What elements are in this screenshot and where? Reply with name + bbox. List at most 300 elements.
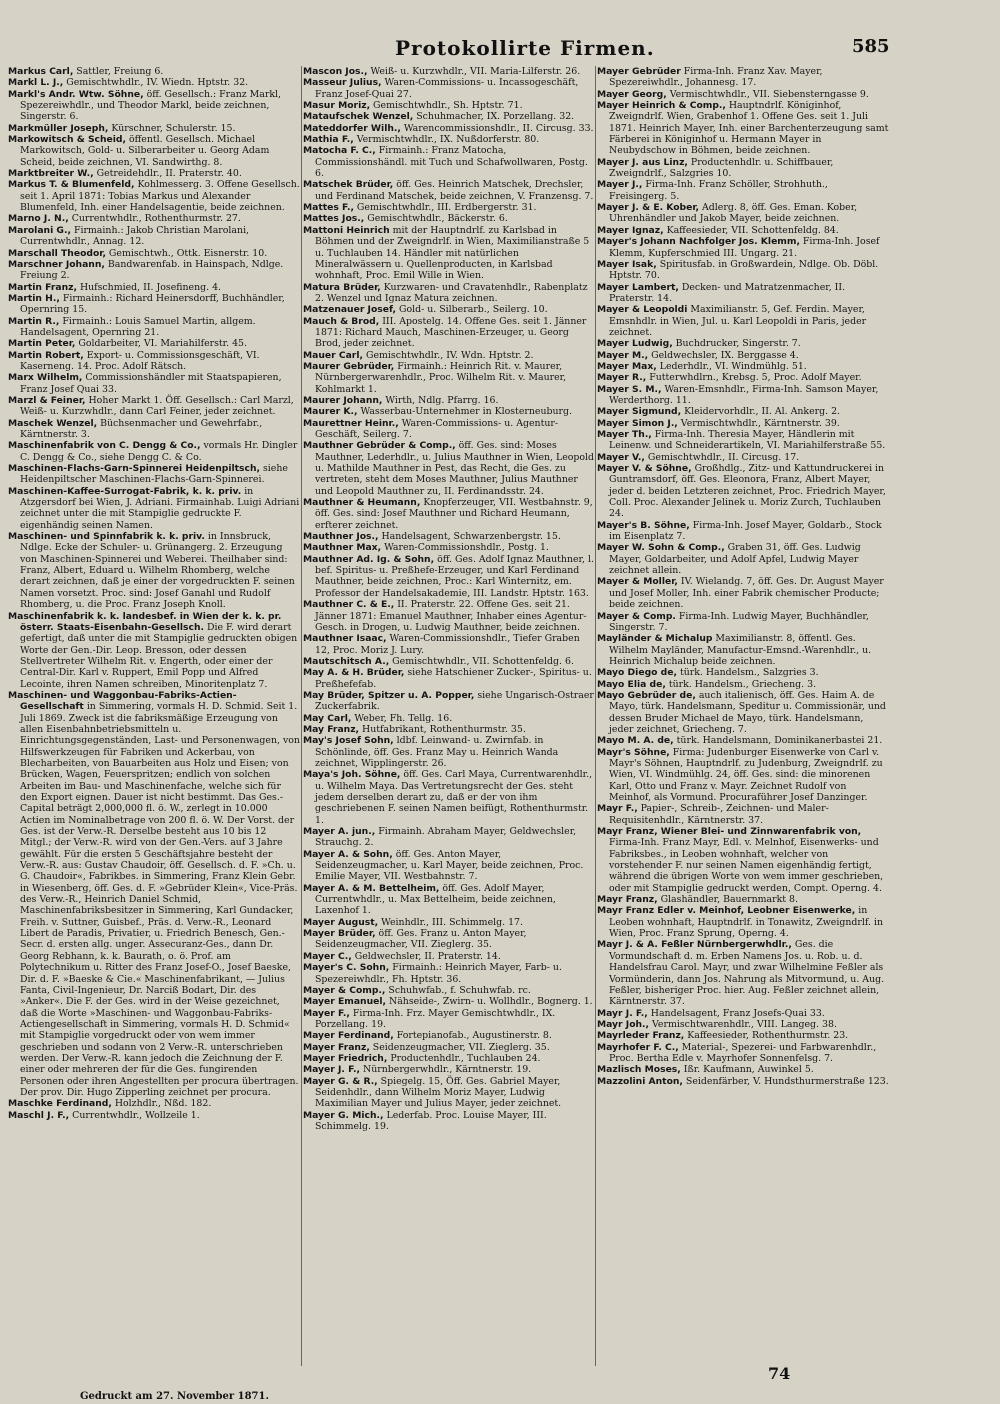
- firm-entry: [597, 225, 889, 236]
- firm-details: III. Apostelg. 14. Offene Ges. seit 1. Jänner 1871: Richard Mauch, Maschinen-Erzeuger, u. Georg Brod, jeder zeichnet.: [315, 315, 587, 350]
- firm-entry: [303, 928, 595, 951]
- firm-name: Mayer & Comp.: [597, 610, 676, 622]
- firm-name: Mataufschek Wenzel,: [303, 111, 414, 123]
- firm-name: Maschek Wenzel,: [8, 417, 98, 429]
- firm-details: IV. Wielandg. 7, öff. Ges. Dr. August Mayer und Josef Moller, Inh. einer Fabrik chemischer Producte; beide zeichnen.: [609, 576, 884, 611]
- firm-entry: [597, 679, 889, 690]
- firm-entry: [597, 542, 889, 576]
- firm-details: Commissionshändler mit Staatspapieren, Franz Josef Quai 33.: [20, 372, 282, 395]
- firm-entry: [597, 1030, 889, 1041]
- firm-details: Weinhdlr., III. Schimmelg. 17.: [381, 916, 523, 928]
- firm-details: Großhdlg., Zitz- und Kattundruckerei in Guntramsdorf, öff. Ges. Eleonora, Franz, Albert Mayer, jeder d. beiden Letzteren zeichnet, Proc. Friedrich Mayer, Coll. Proc. Alexander Jelinek u. Moriz Zurch, Tuchlauben 24.: [609, 463, 886, 520]
- firm-name: Mayer Simon J.,: [597, 417, 678, 429]
- firm-details: Gemischtwhdlr., IV. Wdn. Hptstr. 2.: [365, 349, 534, 361]
- firm-entry: [8, 418, 300, 441]
- firm-name: Mauthner Jos.,: [303, 531, 379, 543]
- firm-name: Mayer Ludwig,: [597, 338, 673, 350]
- firm-entry: [303, 1042, 595, 1053]
- firm-name: Martin Robert,: [8, 349, 84, 361]
- firm-details: Sattler, Freiung 6.: [76, 66, 164, 77]
- firm-entry: [303, 350, 595, 361]
- firm-name: Mayer Heinrich & Comp.,: [597, 100, 726, 112]
- firm-entry: [303, 497, 595, 531]
- firm-details: Material-, Spezerei- und Farbwarenhdlr., Proc. Bertha Edle v. Mayrhofer Sonnenfelsg. 7.: [609, 1041, 877, 1064]
- firm-details: Fortepianofab., Augustinerstr. 8.: [396, 1030, 552, 1042]
- firm-entry: [8, 372, 300, 395]
- firm-entry: [597, 667, 889, 678]
- firm-details: Bandwarenfab. in Hainspach, Ndlge. Freiung 2.: [20, 258, 284, 282]
- firm-details: Firmainh.: Heinrich Rit. v. Maurer, Nürnbergerwarenhdlr., Proc. Wilhelm Rit. v. Maurer, Kohlmarkt 1.: [315, 360, 567, 395]
- firm-details: Gemischtwh., Ottk. Eisnerstr. 10.: [108, 247, 268, 259]
- firm-details: Warencommissionshdlr., II. Circusg. 33.: [403, 122, 594, 134]
- firm-entry: [8, 259, 300, 282]
- firm-entry: [8, 123, 300, 134]
- firm-name: Martin R.,: [8, 315, 60, 327]
- firm-entry: [303, 395, 595, 406]
- firm-details: öff. Ges. Heinrich Matschek, Drechsler, und Ferdinand Matschek, beide zeichnen, V. Franzensg. 7.: [315, 179, 594, 202]
- firm-entry: [597, 259, 889, 282]
- firm-details: Hufschmied, II. Josefineng. 4.: [79, 281, 222, 293]
- firm-entry: [8, 463, 300, 486]
- firm-entry: [597, 735, 889, 746]
- firm-entry: [303, 996, 595, 1007]
- firm-entry: [597, 633, 889, 667]
- firm-name: Marolani G.,: [8, 224, 71, 236]
- firm-entry: [303, 1030, 595, 1041]
- firm-name: Maschinen-Kaffee-Surrogat-Fabrik, k. k. priv.: [8, 485, 242, 497]
- column-divider: [301, 66, 302, 1366]
- firm-entry: [8, 213, 300, 224]
- firm-name: Mayer V. & Söhne,: [597, 463, 692, 475]
- firm-name: Mayr Franz,: [597, 894, 658, 906]
- firm-details: Buchdrucker, Singerstr. 7.: [675, 338, 801, 350]
- firm-entry: [597, 361, 889, 372]
- column-3: [597, 66, 889, 1366]
- firm-details: Maximilianstr. 8, öffentl. Ges. Wilhelm Mayländer, Manufactur-Emsnd.-Warenhdlr., u. Heinrich Michalup beide zeichnen.: [609, 633, 872, 667]
- firm-details: siehe Heidenpiltscher Maschinen-Flachs-Garn-Spinnerei.: [20, 463, 288, 486]
- firm-name: May's Josef Sohn,: [303, 735, 394, 747]
- firm-details: Holzhdlr., Nßd. 182.: [114, 1098, 212, 1110]
- firm-details: Schuhwfab., f. Schuhwfab. rc.: [388, 984, 531, 996]
- firm-entry: [8, 440, 300, 463]
- firm-entry: [597, 429, 889, 452]
- firm-details: Handelsagent, Franz Josefs-Quai 33.: [650, 1007, 825, 1019]
- firm-details: öff. Ges. Franz u. Anton Mayer, Seidenzeugmacher, VII. Zieglerg. 35.: [315, 928, 527, 951]
- firm-name: Mayer Th.,: [597, 429, 652, 440]
- firm-entry: [597, 66, 889, 89]
- firm-entry: [303, 123, 595, 134]
- firm-details: Ißr. Kaufmann, Auwinkel 5.: [683, 1064, 814, 1076]
- firm-details: Firma-Inh. Franz Mayr, Edl. v. Melnhof, Eisenwerks- und Fabriksbes., in Leoben wohnhaft, welcher von vorstehender F. nur seinen Namen eigenhändig fertigt, während die übrigen Worte von wem immer geschrieben, oder mit Stampiglie gedruckt werden, Compt. Operng. 4.: [609, 837, 884, 894]
- firm-entry: [303, 77, 595, 100]
- firm-entry: [597, 747, 889, 804]
- firm-details: Kurzwaren- und Cravatenhdlr., Rabenplatz 2. Wenzel und Ignaz Matura zeichnen.: [315, 281, 588, 304]
- firm-details: Firmainh.: Louis Samuel Martin, allgem. Handelsagent, Opernring 21.: [20, 315, 256, 338]
- firm-name: Mattoni Heinrich: [303, 224, 390, 236]
- firm-details: Futterwhdlrn., Krebsg. 5, Proc. Adolf Mayer.: [649, 372, 862, 384]
- firm-entry: [303, 282, 595, 305]
- firm-name: Mauthner & Heumann,: [303, 497, 421, 509]
- column-divider: [595, 66, 596, 1366]
- firm-entry: [597, 304, 889, 338]
- firm-entry: [303, 656, 595, 667]
- firm-details: Decken- und Matratzenmacher, II. Praterstr. 14.: [609, 281, 846, 304]
- firm-entry: [597, 202, 889, 225]
- firm-entry: [303, 769, 595, 826]
- firm-name: Masur Moriz,: [303, 100, 371, 112]
- firm-details: vormals Hr. Dingler C. Dengg & Co., siehe Dengg C. & Co.: [20, 440, 298, 463]
- firm-details: Firma-Inh. Ludwig Mayer, Buchhändler, Singerstr. 7.: [609, 610, 869, 633]
- firm-entry: [597, 372, 889, 383]
- firm-entry: [303, 145, 595, 179]
- firm-name: May Franz,: [303, 723, 360, 735]
- firm-name: Mayr's Söhne,: [597, 746, 670, 758]
- firm-entry: [303, 1064, 595, 1075]
- firm-details: Firma-Inh. Josef Klemm, Kupferschmied III. Ungarg. 21.: [609, 236, 880, 259]
- firm-name: Mayo Diego de,: [597, 667, 677, 679]
- firm-entry: [303, 826, 595, 849]
- firm-name: Matschek Brüder,: [303, 179, 394, 191]
- firm-name: Mayer Sigmund,: [597, 406, 682, 418]
- firm-details: Büchsenmacher und Gewehrfabr., Kärntnerstr. 3.: [20, 417, 263, 440]
- firm-name: Maurer Johann,: [303, 394, 383, 406]
- firm-entry: [8, 293, 300, 316]
- firm-name: Markl's Andr. Wtw. Söhne,: [8, 88, 144, 100]
- firm-entry: [597, 384, 889, 407]
- firm-name: Mayer V.,: [597, 451, 645, 463]
- firm-name: Mayer G. Mich.,: [303, 1109, 384, 1121]
- firm-name: Mayer's C. Sohn,: [303, 962, 390, 974]
- firm-details: Weiß- u. Kurzwhdlr., VII. Maria-Lilferstr. 26.: [370, 66, 581, 77]
- firm-details: Geldwechsler, IX. Berggasse 4.: [651, 349, 799, 361]
- firm-entry: [597, 1064, 889, 1075]
- firm-entry: [303, 883, 595, 917]
- firm-details: türk. Handelsm., Griecheng. 3.: [668, 678, 817, 690]
- firm-details: Firmainh.: Richard Heinersdorff, Buchhändler, Opernring 15.: [20, 292, 285, 316]
- firm-name: Mauthner Gebrüder & Comp.,: [303, 440, 456, 452]
- firm-details: Kohlmesserg. 3. Offene Gesellsch. seit 1. April 1871: Tobias Markus und Alexander Blumenfeld, Inh. einer Handelsagentie, beide zeichnen.: [20, 179, 300, 214]
- firm-name: Mattes F.,: [303, 202, 354, 214]
- firm-entry: [597, 157, 889, 180]
- firm-entry: [8, 134, 300, 168]
- firm-entry: [303, 111, 595, 122]
- firm-name: Mayer A. jun.,: [303, 826, 376, 838]
- firm-entry: [597, 894, 889, 905]
- firm-entry: [8, 531, 300, 610]
- firm-details: öff. Gesellsch.: Franz Markl, Spezereiwhdlr., und Theodor Markl, beide zeichnen, Singerstr. 6.: [20, 88, 281, 123]
- printed-note: Gedruckt am 27. November 1871.: [80, 1391, 269, 1402]
- firm-entry: [8, 225, 300, 248]
- firm-name: Mayo Gebrüder de,: [597, 689, 696, 701]
- firm-name: Maurer Gebrüder,: [303, 360, 395, 372]
- firm-entry: [597, 520, 889, 543]
- firm-details: Waren-Commissions- u. Incassogeschäft, Franz Josef-Quai 27.: [315, 77, 579, 100]
- firm-name: Mayer & Comp.,: [303, 984, 386, 996]
- firm-entry: [303, 134, 595, 145]
- firm-entry: [597, 418, 889, 429]
- firm-name: Mayer J.,: [597, 179, 643, 191]
- firm-details: in Leoben wohnhaft, Hauptndrlf. in Tonawitz, Zweigndrlf. in Wien, Proc. Franz Sprung, Operng. 4.: [609, 905, 883, 940]
- firm-entry: [597, 350, 889, 361]
- firm-name: Mayer G. & R.,: [303, 1075, 378, 1087]
- firm-entry: [8, 690, 300, 1098]
- firm-details: Schuhmacher, IX. Porzellang. 32.: [416, 111, 575, 123]
- firm-name: Mayer & Moller,: [597, 576, 678, 588]
- firm-name: Masseur Julius,: [303, 77, 382, 89]
- firm-details: türk. Handelsm., Salzgries 3.: [679, 667, 819, 679]
- firm-entry: [303, 667, 595, 690]
- firm-details: öffentl. Gesellsch. Michael Markowitsch, Gold- u. Silberarbeiter u. Georg Adam Scheid, beide zeichnen, VI. Sandwirthg. 8.: [20, 134, 270, 168]
- firm-entry: [303, 690, 595, 713]
- firm-details: Hauptndrlf. Königinhof, Zweigndrlf. Wien, Grabenhof 1. Offene Ges. seit 1. Juli 1871. Heinrich Mayer, Inh. einer Barchenterzeugung samt Färberei in Königinhof u. Hermann Mayer in Neubydschow in Böhmen, beide zeichnen.: [609, 100, 889, 157]
- firm-name: Mayer F.,: [303, 1007, 350, 1019]
- firm-name: Mayer Georg,: [597, 88, 667, 100]
- firm-name: Mayer Ferdinand,: [303, 1030, 394, 1042]
- firm-details: Kleidervorhdlr., II. Al. Ankerg. 2.: [684, 406, 841, 418]
- page-number: 585: [852, 36, 890, 57]
- firm-name: Martin Peter,: [8, 338, 76, 350]
- firm-details: in Innsbruck, Ndlge. Ecke der Schuler- u. Grünangerg. 2. Erzeugung von Maschinen-Spinnerei und Weberei. Theilhaber sind: Franz, Albert, Eduard u. Wilhelm Rhomberg, welche derart zeichnen, daß je einer der vorgedruckten F. seinen Namen vorsetzt. Proc. sind: Josef Ganahl und Rudolf Rhomberg, u. die Proc. Franz Joseph Knoll.: [20, 531, 295, 611]
- firm-details: siehe Hatschiener Zucker-, Spiritus- u. Preßhefefab.: [315, 667, 592, 690]
- firm-name: Mayo Elia de,: [597, 678, 666, 690]
- firm-entry: [303, 179, 595, 202]
- firm-name: Mayrleder Franz,: [597, 1030, 685, 1042]
- firm-entry: [597, 1008, 889, 1019]
- page-title: Protokollirte Firmen.: [395, 36, 655, 60]
- firm-entry: [8, 1098, 300, 1109]
- firm-entry: [8, 1110, 300, 1121]
- firm-entry: [303, 66, 595, 77]
- firm-name: Mazlisch Moses,: [597, 1064, 681, 1076]
- firm-entry: [303, 735, 595, 769]
- firm-name: Martin H.,: [8, 292, 60, 304]
- firm-details: Nürnbergerwhdlr., Kärntnerstr. 19.: [363, 1064, 532, 1076]
- firm-name: Mayer W. Sohn & Comp.,: [597, 542, 725, 554]
- firm-name: Mayr Franz, Wiener Blei- und Zinnwarenfabrik von,: [597, 826, 862, 838]
- column-2: [303, 66, 595, 1366]
- firm-name: Mauthner Isaac,: [303, 633, 387, 645]
- firm-entry: [303, 599, 595, 633]
- firm-entry: [597, 1019, 889, 1030]
- firm-name: Mateddorfer Wilh.,: [303, 122, 401, 134]
- firm-name: Mayer August,: [303, 916, 379, 928]
- firm-name: Mayer Franz,: [303, 1041, 370, 1053]
- firm-name: Mayr Joh.,: [597, 1018, 650, 1030]
- firm-entry: [597, 576, 889, 610]
- firm-details: Firma-Inh. Frz. Mayer Gemischtwhdlr., IX. Porzellang. 19.: [315, 1007, 556, 1030]
- firm-details: Gemischtwhdlr., III. Erdbergerstr. 31.: [356, 202, 537, 214]
- firm-entry: [303, 1053, 595, 1064]
- firm-details: ldbf. Leinwand- u. Zwirnfab. in Schönlinde, öff. Ges. Franz May u. Heinrich Wanda zeichnet, Wipplingerstr. 26.: [315, 735, 559, 769]
- firm-name: Mattes Jos.,: [303, 213, 365, 225]
- firm-details: Knopferzeuger, VII. Westbahnstr. 9, öff. Ges. sind: Josef Mauthner und Richard Heumann, erfterer zeichnet.: [315, 497, 593, 531]
- firm-entry: [303, 962, 595, 985]
- firm-entry: [303, 633, 595, 656]
- firm-details: Gold- u. Silberarb., Seilerg. 10.: [398, 304, 548, 316]
- firm-name: Mayer J. & E. Kober,: [597, 202, 700, 214]
- firm-entry: [303, 440, 595, 497]
- firm-details: Gemischtwhdlr., II. Circusg. 17.: [647, 451, 800, 463]
- firm-details: öff. Ges. Carl Maya, Currentwarenhdlr., u. Wilhelm Maya. Das Vertretungsrecht der Ges. steht jedem derselben derart zu, daß er der von ihm geschriebenen F. seinen Namen beifügt, Rothenthurmstr. 1.: [315, 769, 593, 826]
- firm-details: Vermischtwhdlr., Kärntnerstr. 39.: [680, 417, 840, 429]
- firm-details: Waren-Commissions- u. Agentur-Geschäft, Seilerg. 7.: [315, 417, 559, 440]
- firm-name: Mayer Ignaz,: [597, 224, 664, 236]
- firm-details: mit der Hauptndrlf. zu Karlsbad in Böhmen und der Zweigndrlf. in Wien, Maximilianstraße 5 u. Tuchlauben 14. Händler mit natürlichen Mineralwässern u. Quellenproducten, in Karlsbad wohnhaft, Proc. Emil Wille in Wien.: [315, 224, 590, 282]
- firm-details: Nähseide-, Zwirn- u. Wollhdlr., Bognerg. 1.: [389, 996, 593, 1008]
- firm-entry: [303, 1076, 595, 1110]
- firm-entry: [8, 486, 300, 531]
- firm-entry: [303, 406, 595, 417]
- column-1: [8, 66, 300, 1366]
- firm-details: Getreidehdlr., II. Praterstr. 40.: [96, 168, 242, 180]
- firm-name: Mathia F.,: [303, 134, 354, 146]
- firm-details: Firmainh. Abraham Mayer, Geldwechsler, Strauchg. 2.: [315, 826, 577, 849]
- firm-name: Maya's Joh. Söhne,: [303, 769, 401, 781]
- firm-entry: [303, 1110, 595, 1133]
- firm-entry: [303, 713, 595, 724]
- firm-name: Marno J. N.,: [8, 213, 69, 225]
- firm-details: Seidenfärber, V. Hundsthurmerstraße 123.: [685, 1075, 889, 1087]
- firm-name: Mayer Emanuel,: [303, 996, 387, 1008]
- firm-name: Mayer Brüder,: [303, 928, 376, 940]
- firm-entry: [597, 690, 889, 735]
- firm-entry: [8, 168, 300, 179]
- firm-details: Ges. die Vormundschaft d. m. Erben Namens Jos. u. Rob. u. d. Handelsfrau Carol. Mayr, und zwar Wilhelmine Feßler als Vormünderin, dann Jos. Nahrung als Mitvormund, u. Aug. Feßler, bisheriger Proc. hier. Aug. Feßler zeichnet allein, Kärntnerstr. 37.: [609, 939, 885, 1008]
- firm-details: Wirth, Ndlg. Pfarrg. 16.: [385, 394, 499, 406]
- firm-entry: [597, 338, 889, 349]
- firm-details: Kürschner, Schulerstr. 15.: [111, 122, 236, 134]
- firm-details: Firmainh.: Heinrich Mayer, Farb- u. Spezereiwhdlr., Fh. Hptstr. 36.: [315, 962, 562, 985]
- firm-details: Firmainh.: Jakob Christian Marolani, Currentwhdlr., Annag. 12.: [20, 224, 250, 248]
- firm-name: Markl L. J.,: [8, 77, 64, 89]
- firm-name: Mayer Gebrüder: [597, 66, 681, 77]
- firm-name: Mayer Max,: [597, 360, 657, 372]
- firm-entry: [8, 316, 300, 339]
- firm-details: Kaffeesieder, VII. Schottenfeldg. 84.: [666, 224, 839, 236]
- firm-name: Maschinenfabrik k. k. landesbef. in Wien der k. k. pr. österr. Staats-Eisenbahn-Gesellsch.: [8, 610, 282, 633]
- firm-name: Mauch & Brod,: [303, 315, 380, 327]
- firm-entry: [597, 939, 889, 1007]
- firm-details: Maximilianstr. 5, Gef. Ferdin. Mayer, Emsnhdlr. in Wien, Jul. u. Karl Leopoldi in Paris, jeder zeichnet.: [609, 304, 867, 338]
- firm-details: in Atzgersdorf bei Wien, J. Adriani. Firmainhab. Luigi Adriani zeichnet unter die mit Stampiglie gedruckte F. eigenhändig seinen Namen.: [20, 485, 300, 531]
- firm-name: Marktbreiter W.,: [8, 168, 94, 180]
- firm-name: Markus T. & Blumenfeld,: [8, 179, 135, 191]
- firm-name: Maschinen- und Spinnfabrik k. k. priv.: [8, 531, 205, 543]
- firm-entry: [303, 917, 595, 928]
- firm-details: in Simmering, vormals H. D. Schmid. Seit 1. Juli 1869. Zweck ist die fabriksmäßige Erzeugung von allen Eisenbahnbetriebsmitteln u. Einrichtungsgegenständen, Last- und Personenwagen, von Hilfswerkzeugen für Fabriken und Ackerbau, von Blecharbeiten, von Bauarbeiten aus Holz und Eisen; von Brücken, Wagen, Feuerspritzen; endlich von solchen Arbeiten im Bau- und Maschinenfache, welche sich für den Export eignen. Dauer ist nicht bestimmt. Das Ges.-Capital beträgt 2,000,000 fl. ö. W., zerlegt in 10.000 Actien im Nominalbetrage von 200 fl. ö. W. Der Vorst. der Ges. ist der Verw.-R. Derselbe besteht aus 10 bis 12 Mitgl.; der Verw.-R. wird von der Gen.-Vers. auf 3 Jahre gewählt. Für die ersten 5 Geschäftsjahre besteht der Verw.-R. aus: Gustav Chaudoir, öff. Gesellsch. d. F. »Ch. u. G. Chaudoir«, Fabrikbes. in Simmering, Franz Klein Gebr. in Wiesenberg, öff. Ges. d. F. »Gebrüder Klein«, Vice-Präs. des Verw.-R., Heinrich Daniel Schmid, Maschinenfabriksbesitzer in Simmering, Karl Gundacker, Freih. v. Suttner, Guisbef., Präs. d. Verw.-R., Leonard Libert de Paradis, Privatier, u. Friedrich Benesch, Gen.-Secr. d. ersten allg. unger. Assecuranz-Ges., dann Dr. Georg Rebhann, k. k. Baurath, o. ö. Prof. am Polytechnikum u. Ritter des Franz Josef-O., Josef Baeske, Dir. d. F. »Baeske & Cie.« Maschinenfabrikant, — Julius Fanta, Civil-Ingenieur, Dr. Narciß Bodart, Dir. des »Anker«. Die F. der Ges. wird in der Weise gezeichnet, daß die Worte »Maschinen- und Waggonbau-Fabriks-Actiengesellschaft in Simmering, vormals H. D. Schmid« mit Stampiglie vorgedruckt oder von wem immer geschrieben und sodann von 2 Verw.-R. unterschrieben werden. Der Verw.-R. kann jedoch die Zeichnung der F. einer oder mehreren der für die Ges. fungirenden Personen oder ihren Angestellten per procura übertragen. Der prov. Dir. Hugo Zipperling zeichnet per procura.: [20, 701, 300, 1098]
- firm-details: Export- u. Commissionsgeschäft, VI. Kaserneng. 14. Proc. Adolf Rätsch.: [20, 349, 260, 372]
- firm-entry: [303, 418, 595, 441]
- firm-name: Mayer Isak,: [597, 258, 657, 270]
- firm-entry: [597, 611, 889, 634]
- firm-entry: [597, 463, 889, 520]
- firm-details: Firma-Inh. Franz Xav. Mayer, Spezereiwhdlr., Johannesg. 17.: [609, 66, 823, 89]
- firm-details: Graben 31, öff. Ges. Ludwig Mayer, Goldarbeiter, und Adolf Apfel, Ludwig Mayer zeichnet allein.: [609, 542, 861, 577]
- firm-details: Vermischtwhdlr., VII. Siebensterngasse 9.: [669, 88, 869, 100]
- firm-entry: [597, 100, 889, 157]
- firm-entry: [303, 531, 595, 542]
- firm-name: Maurer K.,: [303, 406, 358, 418]
- firm-details: Glashändler, Bauernmarkt 8.: [660, 894, 798, 906]
- firm-details: Lederhdlr., VI. Windmühlg. 51.: [659, 360, 807, 372]
- firm-entry: [8, 77, 300, 88]
- firm-entry: [8, 282, 300, 293]
- firm-name: Mayer J. aus Linz,: [597, 156, 688, 168]
- firm-name: Mascon Jos.,: [303, 66, 368, 77]
- firm-details: Hoher Markt 1. Öff. Gesellsch.: Carl Marzl, Weiß- u. Kurzwhdlr., dann Carl Feiner, jeder zeichnet.: [20, 394, 294, 418]
- firm-details: Die F. wird derart gefertigt, daß unter die mit Stampiglie gedruckten obigen Worte der Gen.-Dir. Leop. Bresson, oder dessen Stellvertreter Wilhelm Rit. v. Engerth, oder einer der Central-Dir. Karl v. Ruppert, Emil Popp und Alfred Lecointe, ihren Namen schreiben, Minoritenplatz 7.: [20, 621, 298, 690]
- firm-entry: [303, 100, 595, 111]
- firm-entry: [597, 905, 889, 939]
- firm-entry: [597, 89, 889, 100]
- firm-entry: [303, 361, 595, 395]
- firm-entry: [8, 395, 300, 418]
- firm-details: Lederfab. Proc. Louise Mayer, III. Schimmelg. 19.: [315, 1109, 547, 1132]
- firm-name: Maschinenfabrik von C. Dengg & Co.,: [8, 440, 201, 452]
- firm-name: Mayer's Johann Nachfolger Jos. Klemm,: [597, 236, 800, 248]
- firm-details: Gemischtwhdlr., IV. Wiedn. Hptstr. 32.: [66, 77, 249, 89]
- firm-details: Vermischtwarenhdlr., VIII. Langeg. 38.: [652, 1018, 837, 1030]
- firm-entry: [303, 316, 595, 350]
- firm-name: Mayrhofer F. C.,: [597, 1041, 679, 1053]
- firm-details: Firma-Inh. Theresia Mayer, Händlerin mit Leinenw. und Schneiderartikeln, VI. Mariahilferstraße 55.: [609, 429, 886, 452]
- firm-name: Mayer A. & M. Bettelheim,: [303, 882, 440, 894]
- firm-details: Waren-Commissionshdlr., Postg. 1.: [384, 542, 549, 554]
- firm-details: öff. Ges. Adolf Ignaz Mauthner, l. bef. Spiritus- u. Preßhefe-Erzeuger, und Karl Ferdinand Mauthner, beide zeichnen, Proc.: Karl Winternitz, em. Professor der Handelsakademie, III. Landstr. Hptstr. 163.: [315, 553, 594, 599]
- firm-details: Firma-Inh. Josef Mayer, Goldarb., Stock im Eisenplatz 7.: [609, 519, 882, 543]
- firm-details: Weber, Fh. Tellg. 16.: [354, 712, 453, 724]
- firm-name: Marschall Theodor,: [8, 247, 106, 259]
- firm-name: Mayer R.,: [597, 372, 647, 384]
- firm-details: öff. Ges. Anton Mayer, Seidenzeugmacher, u. Karl Mayer, beide zeichnen, Proc. Emilie Mayer, VII. Westbahnstr. 7.: [315, 848, 584, 883]
- firm-details: II. Praterstr. 22. Offene Ges. seit 21. Jänner 1871: Emanuel Mauthner, Inhaber eines Agentur-Gesch. in Drogen, u. Ludwig Mauthner, beide zeichnen.: [315, 599, 587, 633]
- firm-entry: [597, 406, 889, 417]
- firm-details: Hutfabrikant, Rothenthurmstr. 35.: [362, 723, 526, 735]
- firm-entry: [8, 66, 300, 77]
- firm-details: Gemischtwhdlr., Bäckerstr. 6.: [367, 213, 508, 225]
- firm-details: Spiritusfab. in Großwardein, Ndlge. Ob. Döbl. Hptstr. 70.: [609, 258, 879, 282]
- firm-details: Kaffeesieder, Rothenthurmstr. 23.: [687, 1030, 849, 1042]
- firm-name: Markowitsch & Scheid,: [8, 134, 126, 146]
- firm-name: Mauthner Ad. Ig. & Sohn,: [303, 553, 435, 565]
- firm-details: Adlerg. 8, öff. Ges. Eman. Kober, Uhrenhändler und Jakob Mayer, beide zeichnen.: [609, 202, 858, 225]
- firm-name: May Brüder, Spitzer u. A. Popper,: [303, 689, 475, 701]
- firm-details: türk. Handelsmann, Dominikanerbastei 21.: [676, 735, 883, 747]
- firm-entry: [303, 213, 595, 224]
- firm-details: Gemischtwhdlr., Sh. Hptstr. 71.: [373, 100, 523, 112]
- firm-details: Spiegelg. 15, Öff. Ges. Gabriel Mayer, Seidenhdlr., dann Wilhelm Moriz Mayer, Ludwig Maximilian Mayer und Julius Mayer, jeder zeichnet.: [315, 1075, 562, 1110]
- firm-name: Mauthner C. & E.,: [303, 599, 395, 611]
- firm-entry: [597, 452, 889, 463]
- firm-entry: [8, 248, 300, 259]
- firm-name: Mayer A. & Sohn,: [303, 848, 393, 860]
- firm-name: Mayer J. F.,: [303, 1064, 361, 1076]
- firm-name: Mauer Carl,: [303, 349, 363, 361]
- firm-details: Currentwhdlr., Wollzeile 1.: [72, 1109, 200, 1121]
- firm-details: Goldarbeiter, VI. Mariahilferstr. 45.: [78, 338, 248, 350]
- firm-entry: [303, 951, 595, 962]
- firm-name: Matzenauer Josef,: [303, 304, 396, 316]
- firm-name: Marschner Johann,: [8, 258, 105, 270]
- firm-entry: [303, 724, 595, 735]
- firm-entry: [597, 236, 889, 259]
- firm-entry: [597, 282, 889, 305]
- firm-entry: [8, 179, 300, 213]
- firm-name: Matura Brüder,: [303, 281, 381, 293]
- firm-name: May A. & H. Brüder,: [303, 667, 405, 679]
- firm-name: Mayer C.,: [303, 950, 352, 962]
- firm-name: Maschl J. F.,: [8, 1109, 70, 1121]
